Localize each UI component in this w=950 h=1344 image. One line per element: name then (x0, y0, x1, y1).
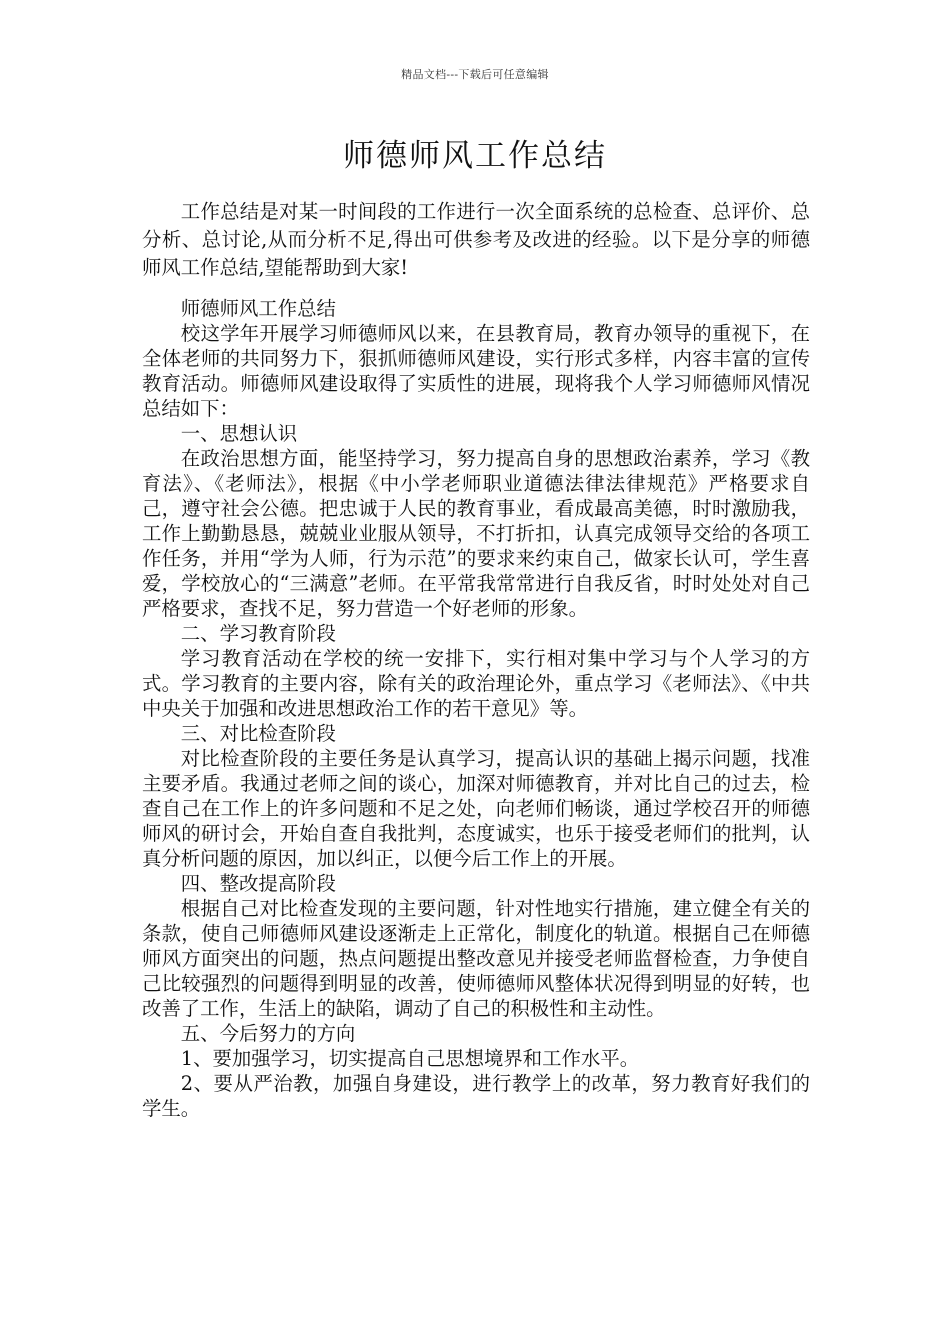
body-paragraph: 在政治思想方面，能坚持学习，努力提高自身的思想政治素养，学习《教育法》、《老师法》，根据《中小学老师职业道德法律法律规范》严格要求自己，遵守社会公德。把忠诚于人民的教育事业，看成最高美德，时时激励我，工作上勤勤恳恳，兢兢业业服从领导，不打折扣，认真完成领导交给的各项工作任务，并用“学为人师，行为示范”的要求来约束自己，做家长认可，学生喜爱，学校放心的“三满意”老师。在平常我常常进行自我反省，时时处处对自己严格要求，查找不足，努力营造一个好老师的形象。 (142, 447, 810, 620)
list-item: 2、要从严治教，加强自身建设，进行教学上的改革，努力教育好我们的学生。 (142, 1072, 810, 1120)
section-heading: 二、学习教育阶段 (180, 622, 336, 645)
body-paragraph: 对比检查阶段的主要任务是认真学习，提高认识的基础上揭示问题，找准主要矛盾。我通过老师之间的谈心，加深对师德教育，并对比自己的过去，检查自己在工作上的许多问题和不足之处，向老师们畅谈，通过学校召开的师德师风的研讨会，开始自查自我批判，态度诚实，也乐于接受老师们的批判，认真分析问题的原因，加以纠正，以便今后工作上的开展。 (142, 747, 810, 870)
intro-paragraph: 工作总结是对某一时间段的工作进行一次全面系统的总检查、总评价、总分析、总讨论,从而分析不足,得出可供参考及改进的经验。以下是分享的师德师风工作总结,望能帮助到大家! (142, 200, 810, 279)
body-paragraph: 根据自己对比检查发现的主要问题，针对性地实行措施，建立健全有关的条款，使自己师德师风建设逐渐走上正常化，制度化的轨道。根据自己在师德师风方面突出的问题，热点问题提出整改意见并接受老师监督检查，力争使自己比较强烈的问题得到明显的改善，使师德师风整体状况得到明显的好转，也改善了工作，生活上的缺陷，调动了自己的积极性和主动性。 (142, 897, 810, 1020)
section-heading: 一、思想认识 (180, 422, 298, 445)
document-body (142, 296, 810, 1121)
section-heading: 三、对比检查阶段 (180, 722, 336, 745)
section-heading: 四、整改提高阶段 (180, 872, 336, 895)
document-title: 师德师风工作总结 (343, 138, 607, 174)
body-paragraph: 校这学年开展学习师德师风以来，在县教育局，教育办领导的重视下，在全体老师的共同努力下，狠抓师德师风建设，实行形式多样，内容丰富的宣传教育活动。师德师风建设取得了实质性的进展，现将我个人学习师德师风情况总结如下： (142, 322, 810, 420)
section-title: 师德师风工作总结 (180, 297, 336, 320)
list-item: 1、要加强学习，切实提高自己思想境界和工作水平。 (180, 1047, 640, 1070)
page-header: 精品文档---下载后可任意编辑 (401, 68, 549, 81)
body-paragraph: 学习教育活动在学校的统一安排下，实行相对集中学习与个人学习的方式。学习教育的主要内容，除有关的政治理论外，重点学习《老师法》、《中共中央关于加强和改进思想政治工作的若干意见》等。 (142, 647, 810, 720)
section-heading: 五、今后努力的方向 (180, 1022, 356, 1045)
